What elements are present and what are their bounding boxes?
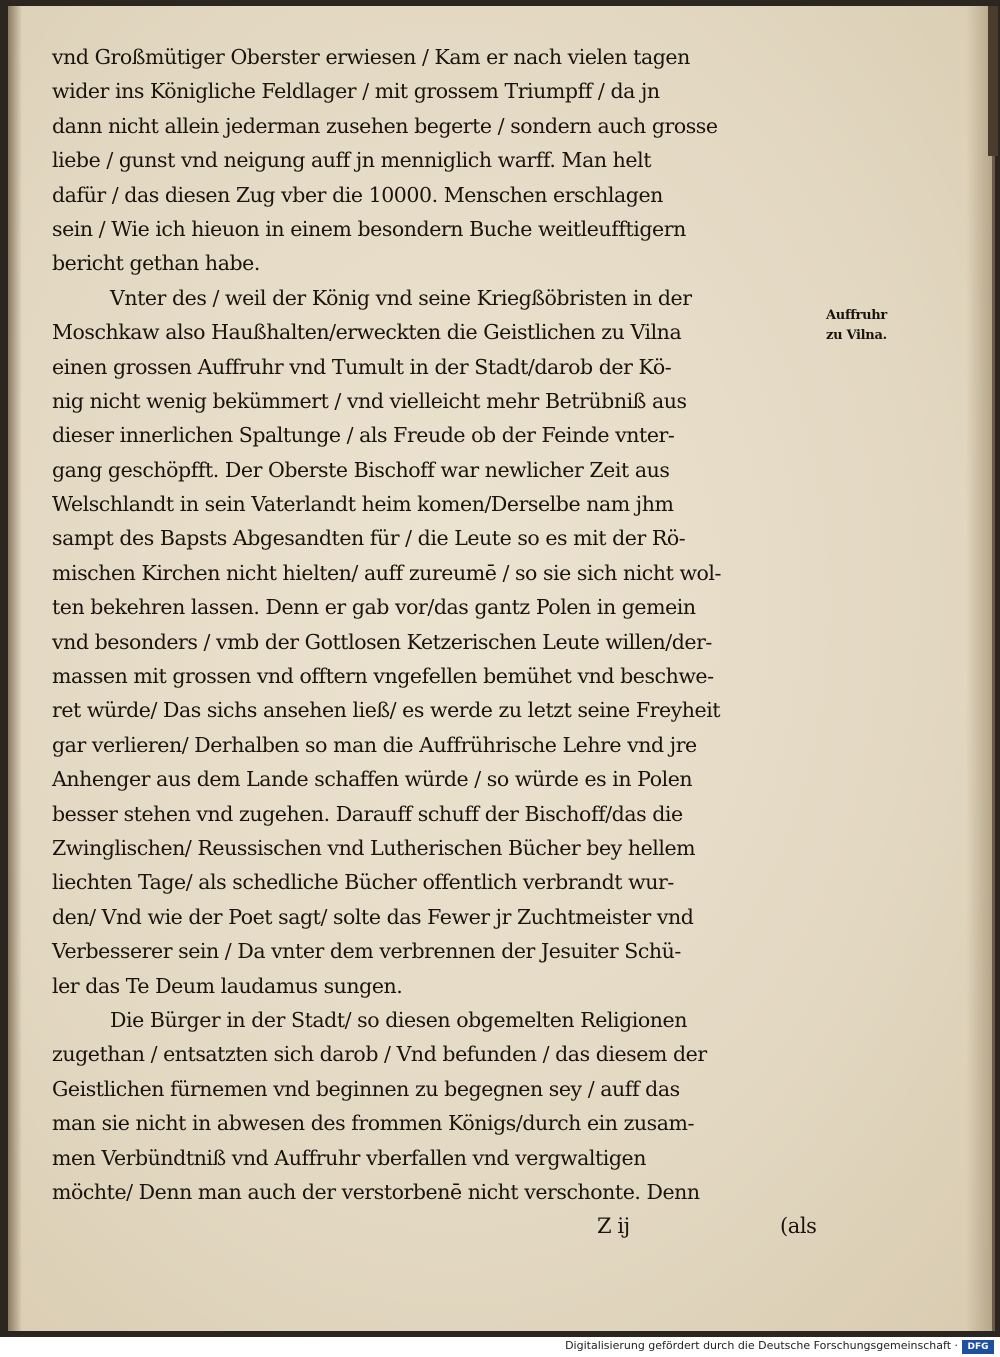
margin-note-line: zu Vilna. <box>826 328 887 343</box>
page-gutter-shadow <box>8 6 22 1331</box>
margin-note-line: Auffruhr <box>826 308 887 323</box>
main-text <box>52 40 824 1244</box>
text-line: Die Bürger in der Stadt/ so diesen obgemelten Religionen <box>110 1007 687 1032</box>
footer-credit: Digitalisierung gefördert durch die Deutsche Forschungsgemeinschaft · <box>565 1339 958 1352</box>
text-line: mischen Kirchen nicht hielten/ auff zureumē / so sie sich nicht wol- <box>52 560 722 585</box>
text-line: Anhenger aus dem Lande schaffen würde / so würde es in Polen <box>52 767 693 792</box>
text-line: sampt des Bapsts Abgesandten für / die Leute so es mit der Rö- <box>52 526 686 551</box>
text-line: ten bekehren lassen. Denn er gab vor/das gantz Polen in gemein <box>52 595 696 620</box>
text-line: Moschkaw also Haußhalten/erweckten die Geistlichen zu Vilna <box>52 320 682 345</box>
text-line: ret würde/ Das sichs ansehen ließ/ es werde zu letzt seine Freyheit <box>52 698 721 723</box>
text-line: massen mit grossen vnd offtern vngefellen bemühet vnd beschwe- <box>52 664 714 689</box>
text-line: den/ Vnd wie der Poet sagt/ solte das Fewer jr Zuchtmeister vnd <box>52 904 694 929</box>
text-line: vnd Großmütiger Oberster erwiesen / Kam er nach vielen tagen <box>52 45 690 69</box>
signature-mark: Z ij <box>597 1214 630 1239</box>
text-line: Zwinglischen/ Reussischen vnd Lutherischen Bücher bey hellem <box>52 835 696 860</box>
text-line: Vnter des / weil der König vnd seine Kriegßöbristen in der <box>110 285 692 310</box>
page-edge-shadow <box>966 6 992 1331</box>
text-line: man sie nicht in abwesen des frommen Königs/durch ein zusam- <box>52 1111 694 1136</box>
text-line: gar verlieren/ Derhalben so man die Auffrührische Lehre vnd jre <box>52 732 697 757</box>
text-line: gang geschöpfft. Der Oberste Bischoff war newlicher Zeit aus <box>52 457 670 482</box>
text-line: liebe / gunst vnd neigung auff jn menniglich warff. Man helt <box>52 148 651 173</box>
text-line: Verbesserer sein / Da vnter dem verbrennen der Jesuiter Schü- <box>52 939 681 964</box>
text-line: dieser innerlichen Spaltunge / als Freude ob der Feinde vnter- <box>52 423 675 448</box>
text-line: besser stehen vnd zugehen. Darauff schuff der Bischoff/das die <box>52 801 683 826</box>
page-corner-tab <box>988 6 998 156</box>
text-line: Geistlichen fürnemen vnd beginnen zu begegnen sey / auff das <box>52 1076 680 1101</box>
text-line: einen grossen Auffruhr vnd Tumult in der Stadt/darob der Kö- <box>52 354 672 379</box>
text-line: ler das Te Deum laudamus sungen. <box>52 973 403 998</box>
text-line: nig nicht wenig bekümmert / vnd vielleicht mehr Betrübniß aus <box>52 388 687 413</box>
text-line: sein / Wie ich hieuon in einem besondern Buche weitleufftigern <box>52 216 686 241</box>
text-line: bericht gethan habe. <box>52 251 260 276</box>
margin-note <box>826 306 946 346</box>
text-line: dafür / das diesen Zug vber die 10000. Menschen erschlagen <box>52 182 663 207</box>
text-line: men Verbündtniß vnd Auffruhr vberfallen vnd vergwaltigen <box>52 1145 646 1170</box>
text-line: zugethan / entsatzten sich darob / Vnd befunden / das diesem der <box>52 1042 707 1067</box>
digitization-footer <box>0 1337 1000 1357</box>
catchword: (als <box>780 1214 817 1239</box>
text-line: vnd besonders / vmb der Gottlosen Ketzerischen Leute willen/der- <box>52 629 712 654</box>
text-line: möchte/ Denn man auch der verstorbenē nicht verschonte. Denn <box>52 1179 700 1204</box>
text-line: wider ins Königliche Feldlager / mit grossem Triumpff / da jn <box>52 79 660 104</box>
dfg-logo-icon: DFG <box>962 1340 994 1354</box>
text-line: liechten Tage/ als schedliche Bücher offentlich verbrandt wur- <box>52 870 674 895</box>
text-line: dann nicht allein jederman zusehen begerte / sondern auch grosse <box>52 113 718 138</box>
page-foot-line <box>52 1209 824 1243</box>
text-line: Welschlandt in sein Vaterlandt heim komen/Derselbe nam jhm <box>52 492 674 517</box>
